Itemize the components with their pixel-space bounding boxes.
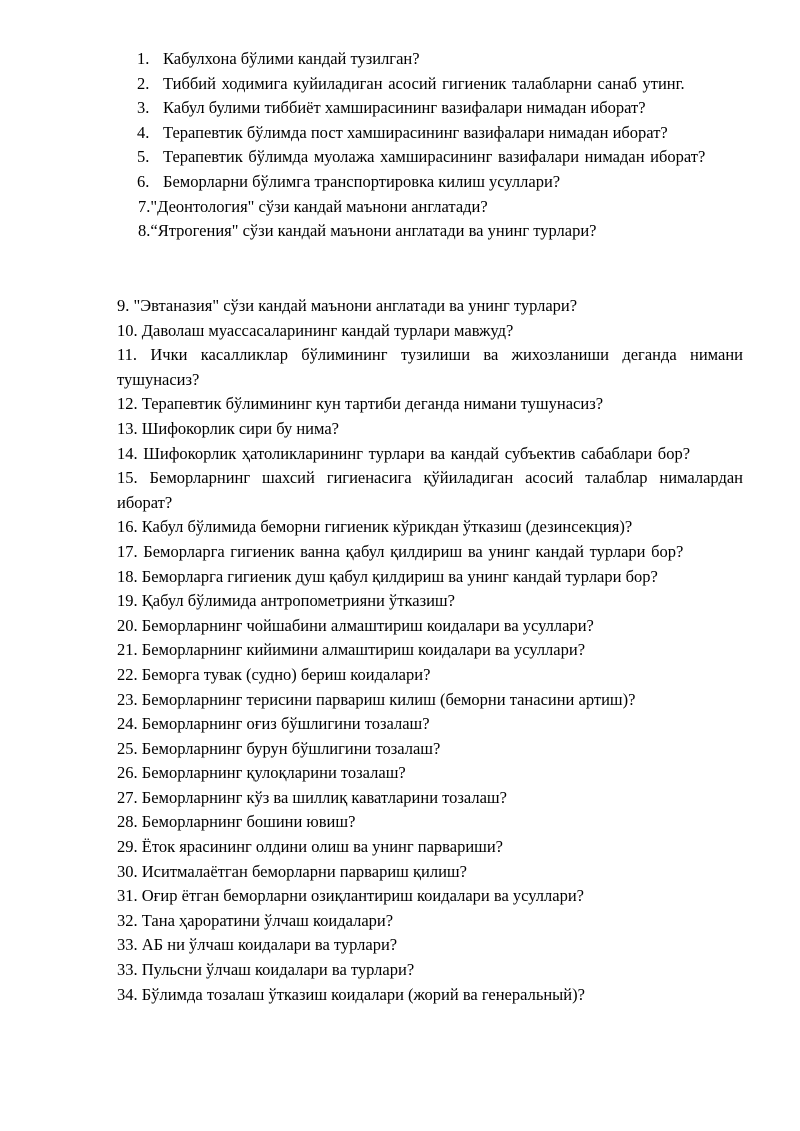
question-list (117, 294, 743, 1007)
list-item (117, 96, 743, 121)
list-item: 23. Беморларнинг терисини парвариш килиш (беморни танасини артиш)? (117, 689, 636, 709)
list-item: 34. Бўлимда тозалаш ўтказиш коидалари (жорий ва генеральный)? (117, 984, 585, 1004)
list-item: 11. Ички касалликлар бўлимининг тузилиши ва жихозланиши деганда нимани тушунасиз? (117, 345, 743, 389)
list-item: 8.“Ятрогения" сўзи кандай маънони англатади ва унинг турлари? (138, 221, 597, 241)
list-item: 33. АБ ни ўлчаш коидалари ва турлари? (117, 935, 398, 955)
numbered-question-list (117, 47, 743, 244)
list-item: 25. Беморларнинг бурун бўшлигини тозалаш? (117, 738, 441, 758)
list-item: 13. Шифокорлик сири бу нима? (117, 418, 339, 438)
item-text: Кабул булими тиббиёт хамширасининг вазифалари нимадан иборат? (163, 98, 646, 118)
list-item: 22. Беморга тувак (судно) бериш коидалари? (117, 664, 431, 684)
item-number: 5. (137, 147, 150, 167)
list-item: 21. Беморларнинг кийимини алмаштириш коидалари ва усуллари? (117, 640, 586, 660)
list-item: 24. Беморларнинг оғиз бўшлигини тозалаш? (117, 714, 430, 734)
list-item: 19. Қабул бўлимида антропометрияни ўтказиш? (117, 591, 455, 611)
list-item: 27. Беморларнинг кўз ва шиллиқ каватларини тозалаш? (117, 787, 507, 807)
item-text: Кабулхона бўлими кандай тузилган? (163, 49, 420, 68)
list-item: 16. Кабул бўлимида беморни гигиеник кўрикдан ўтказиш (дезинсекция)? (117, 517, 633, 537)
item-number: 4. (137, 122, 150, 142)
item-text: Беморларни бўлимга транспортировка килиш усуллари? (163, 171, 561, 191)
list-item: 32. Тана ҳароратини ўлчаш коидалари? (117, 910, 394, 930)
list-item: 18. Беморларга гигиеник душ қабул қилдириш ва унинг кандай турлари бор? (117, 566, 658, 586)
list-item: 28. Беморларнинг бошини ювиш? (117, 812, 356, 832)
list-item: 9. "Эвтаназия" сўзи кандай маънони англатади ва унинг турлари? (117, 296, 578, 315)
list-item: 15. Беморларнинг шахсий гигиенасига қўйиладиган асосий талаблар нималардан иборат? (117, 468, 743, 512)
item-text: Тиббий ходимига куйиладиган асосий гигиеник талабларни санаб утинг. (163, 73, 685, 93)
list-item: 12. Терапевтик бўлимининг кун тартиби деганда нимани тушунасиз? (117, 394, 604, 414)
list-item: 20. Беморларнинг чойшабини алмаштириш коидалари ва усуллари? (117, 615, 594, 635)
list-item: 30. Иситмалаётган беморларни парвариш қилиш? (117, 861, 467, 881)
list-item (117, 145, 743, 170)
list-item (117, 72, 743, 97)
list-item: 7."Деонтология" сўзи кандай маънони англатади? (138, 196, 488, 216)
list-item: 26. Беморларнинг қулоқларини тозалаш? (117, 763, 406, 783)
list-item: 17. Беморларга гигиеник ванна қабул қилдириш ва унинг кандай турлари бор? (117, 541, 684, 561)
list-item (117, 121, 743, 146)
item-number: 6. (137, 171, 150, 191)
list-item (117, 170, 743, 195)
item-number: 3. (137, 98, 150, 118)
item-number: 2. (137, 73, 150, 93)
list-item: 10. Даволаш муассасаларининг кандай турлари мавжуд? (117, 320, 514, 340)
list-item: 31. Оғир ётган беморларни озиқлантириш коидалари ва усуллари? (117, 886, 584, 906)
list-item: 29. Ёток ярасининг олдини олиш ва унинг парвариши? (117, 837, 504, 857)
item-number: 1. (137, 49, 150, 68)
list-item: 33. Пульсни ўлчаш коидалари ва турлари? (117, 960, 415, 980)
item-text: Терапевтик бўлимда муолажа хамширасининг вазифалари нимадан иборат? (163, 147, 706, 167)
list-item (117, 47, 743, 72)
list-item: 14. Шифокорлик ҳатоликларининг турлари ва кандай субъектив сабаблари бор? (117, 443, 691, 463)
item-text: Терапевтик бўлимда пост хамширасининг вазифалари нимадан иборат? (163, 122, 668, 142)
